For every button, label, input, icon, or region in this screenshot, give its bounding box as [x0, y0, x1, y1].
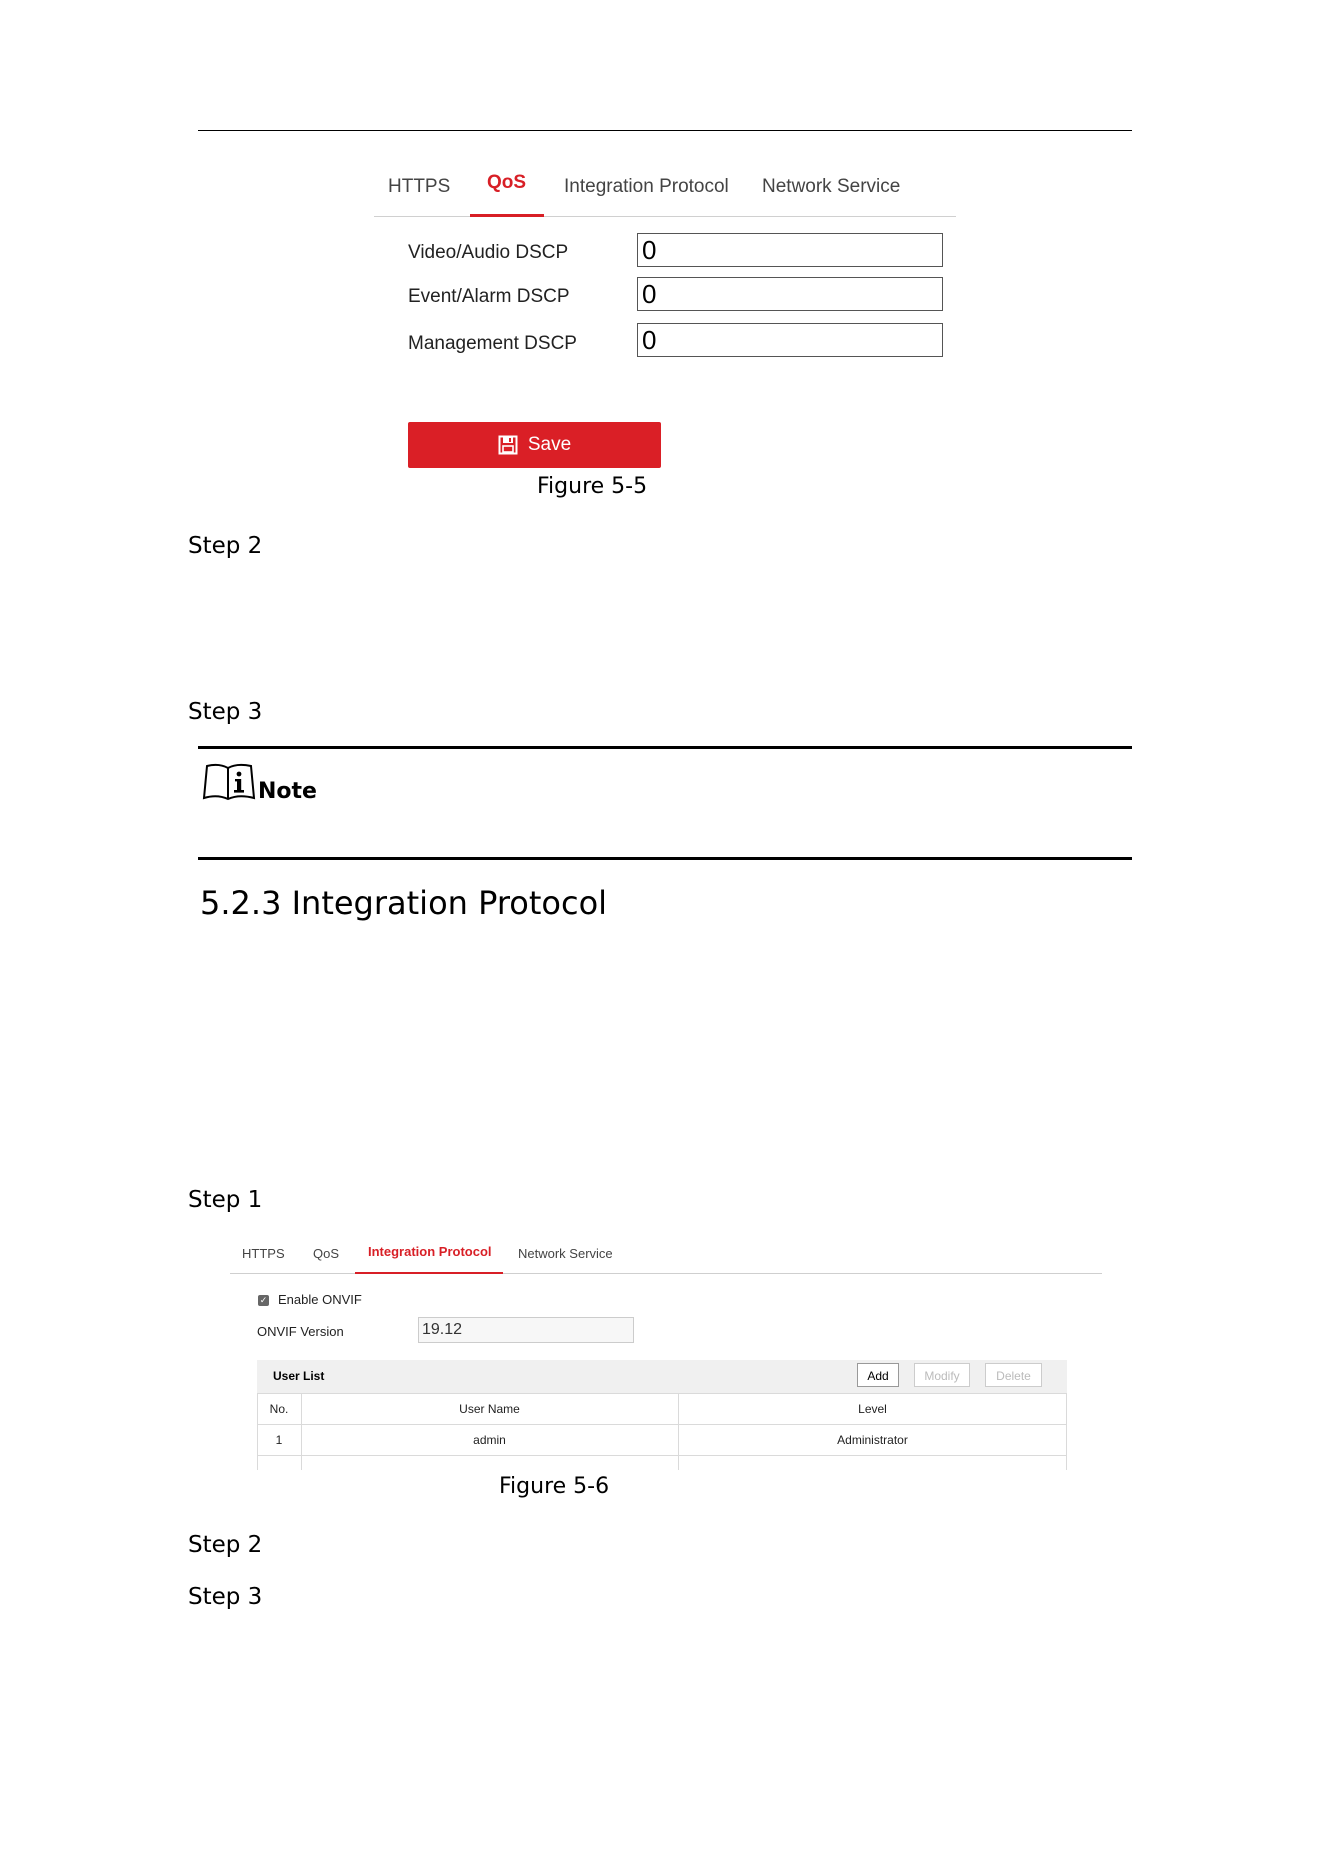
qos-tab-bar — [374, 160, 956, 217]
tab-integration-protocol[interactable]: Integration Protocol — [564, 176, 729, 197]
note-top-rule — [198, 746, 1132, 749]
active-tab-underline — [470, 214, 544, 217]
column-header-level: Level — [858, 1402, 887, 1416]
row-no: 1 — [275, 1433, 283, 1447]
tab-network-service[interactable]: Network Service — [518, 1246, 613, 1261]
tab-https[interactable]: HTTPS — [388, 176, 451, 197]
delete-user-button[interactable]: Delete — [985, 1363, 1042, 1387]
grid-line — [257, 1455, 1067, 1456]
note-title: Note — [258, 779, 317, 804]
section-heading: 5.2.3 Integration Protocol — [200, 884, 608, 922]
note-bottom-rule — [198, 857, 1132, 860]
step-2-label: Step 2 — [188, 533, 263, 559]
integration-tab-bar — [230, 1238, 1102, 1274]
step-3-label: Step 3 — [188, 699, 263, 725]
step-1-label: Step 1 — [188, 1187, 263, 1213]
video-audio-dscp-input[interactable]: 0 — [637, 233, 943, 267]
video-audio-dscp-label: Video/Audio DSCP — [408, 242, 569, 263]
tab-https[interactable]: HTTPS — [242, 1246, 285, 1261]
row-level: Administrator — [837, 1433, 908, 1447]
figure-5-5-caption: Figure 5-5 — [537, 474, 648, 499]
note-book-icon — [201, 762, 257, 802]
save-button[interactable] — [408, 422, 661, 468]
onvif-version-input[interactable]: 19.12 — [418, 1317, 634, 1343]
active-tab-underline — [355, 1272, 503, 1274]
header-rule — [198, 130, 1132, 131]
save-button-label: Save — [527, 434, 572, 455]
column-header-user-name: User Name — [459, 1402, 520, 1416]
save-icon — [498, 435, 518, 455]
step-2-label-b: Step 2 — [188, 1532, 263, 1558]
row-user-name: admin — [473, 1433, 506, 1447]
user-list-title: User List — [273, 1369, 325, 1383]
enable-onvif-label: Enable ONVIF — [278, 1292, 362, 1307]
grid-line — [257, 1424, 1067, 1425]
modify-user-button[interactable]: Modify — [914, 1363, 970, 1387]
event-alarm-dscp-input[interactable]: 0 — [637, 277, 943, 311]
add-user-button[interactable]: Add — [857, 1363, 899, 1387]
management-dscp-label: Management DSCP — [408, 333, 577, 354]
figure-5-6-caption: Figure 5-6 — [499, 1474, 610, 1499]
tab-qos[interactable]: QoS — [487, 172, 527, 193]
event-alarm-dscp-label: Event/Alarm DSCP — [408, 286, 570, 307]
enable-onvif-checkbox[interactable]: ✓ — [259, 1295, 268, 1305]
user-list-header — [257, 1360, 1067, 1393]
grid-line — [257, 1393, 1067, 1394]
step-3-label-b: Step 3 — [188, 1584, 263, 1610]
column-header-no: No. — [269, 1402, 289, 1416]
tab-qos[interactable]: QoS — [313, 1246, 340, 1261]
onvif-version-label: ONVIF Version — [257, 1324, 344, 1339]
tab-integration-protocol[interactable]: Integration Protocol — [368, 1244, 492, 1259]
management-dscp-input[interactable]: 0 — [637, 323, 943, 357]
tab-network-service[interactable]: Network Service — [762, 176, 901, 197]
user-list-table — [257, 1360, 1067, 1470]
